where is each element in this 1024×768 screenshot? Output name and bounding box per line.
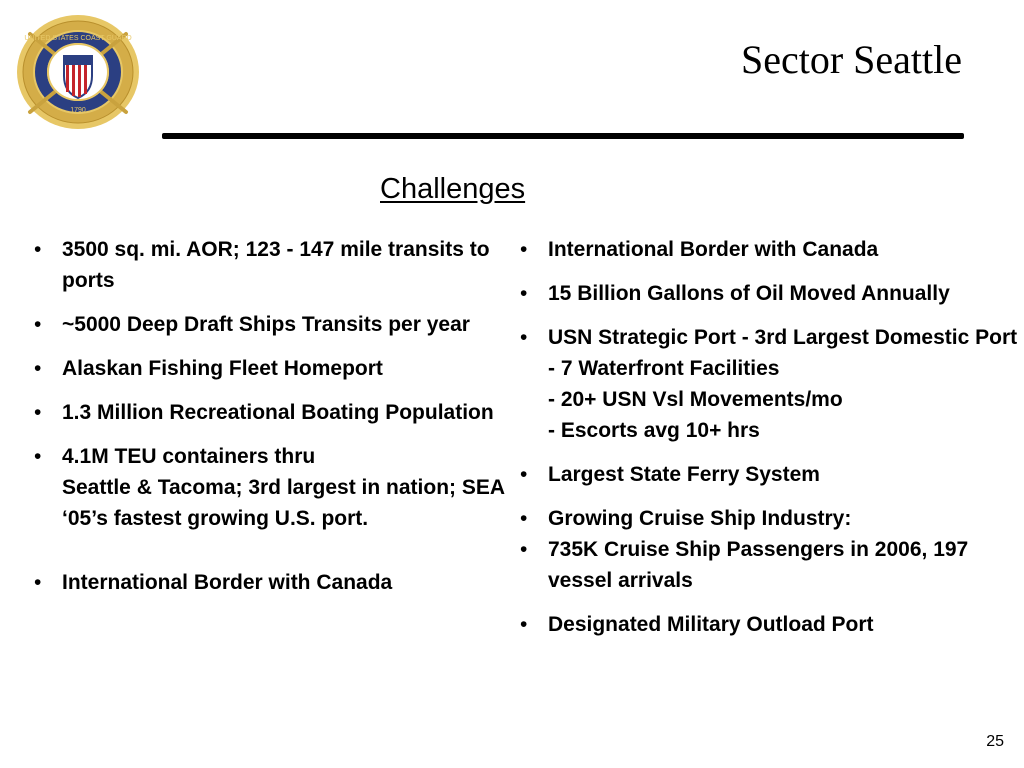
bullet-item: • 1.3 Million Recreational Boating Population [32, 397, 510, 428]
bullet-item: • 15 Billion Gallons of Oil Moved Annually [518, 278, 1018, 309]
left-bullet-list [32, 234, 510, 598]
bullet-item: • 735K Cruise Ship Passengers in 2006, 197 vessel arrivals [518, 534, 1018, 596]
slide-title: Sector Seattle [740, 37, 962, 82]
page-number: 25 [986, 733, 1004, 750]
bullet-item: • Designated Military Outload Port [518, 609, 1018, 640]
bullet-item: • International Border with Canada [32, 567, 510, 598]
bullet-item: • International Border with Canada [518, 234, 1018, 265]
bullet-item: • USN Strategic Port - 3rd Largest Domestic Port - 7 Waterfront Facilities - 20+ USN Vsl Movements/mo - Escorts avg 10+ hrs [518, 322, 1018, 446]
svg-text:UNITED STATES COAST GUARD: UNITED STATES COAST GUARD [24, 35, 132, 42]
bullet-item: • 4.1M TEU containers thru Seattle & Tacoma; 3rd largest in nation; SEA ‘05’s fastest growing U.S. port. [32, 441, 510, 534]
svg-text:1790: 1790 [70, 107, 86, 114]
right-bullet-list [518, 234, 1018, 640]
bullet-item: • 3500 sq. mi. AOR; 123 - 147 mile transits to ports [32, 234, 510, 296]
bullet-item: • Growing Cruise Ship Industry: [518, 503, 1018, 534]
section-subtitle: Challenges [380, 173, 526, 205]
title-divider [162, 133, 964, 139]
bullet-item: • ~5000 Deep Draft Ships Transits per year [32, 309, 510, 340]
coast-guard-seal-icon [16, 14, 140, 130]
bullet-item: • Largest State Ferry System [518, 459, 1018, 490]
right-bullet-column [518, 234, 1018, 653]
left-bullet-column [32, 234, 510, 611]
bullet-item: • Alaskan Fishing Fleet Homeport [32, 353, 510, 384]
